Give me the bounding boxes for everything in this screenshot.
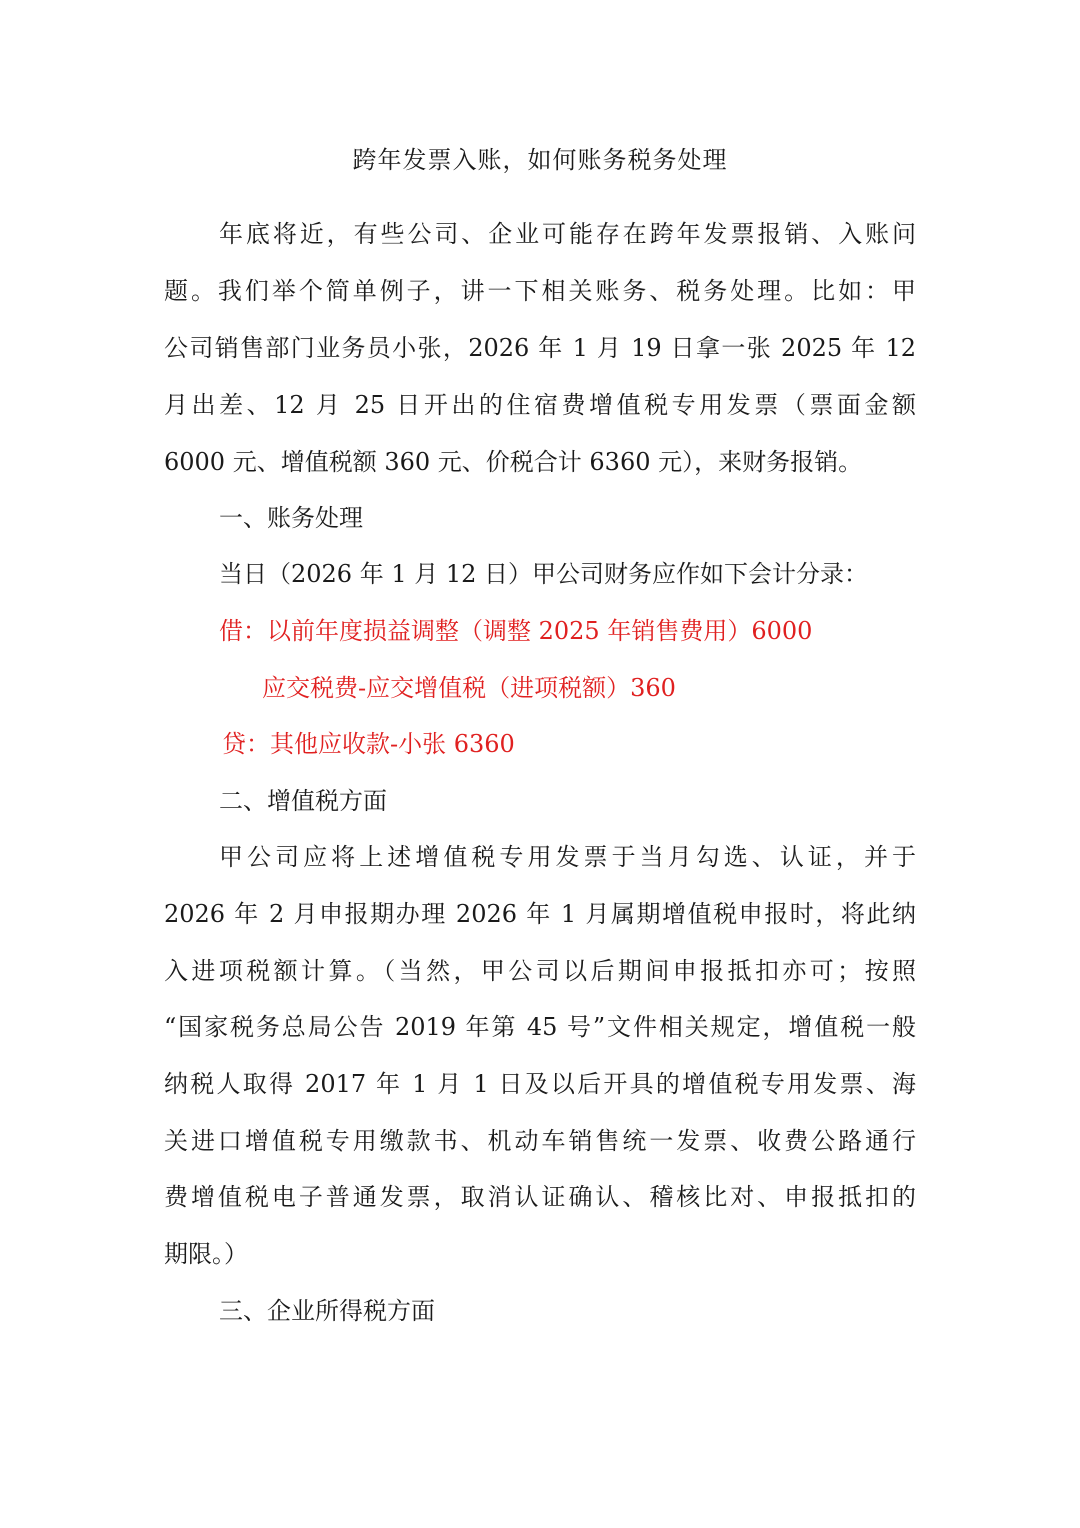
paragraph-line: 当日（2026 年 1 月 12 日）甲公司财务应作如下会计分录：: [219, 560, 869, 588]
section-heading-vat: 二、增值税方面: [219, 787, 387, 815]
paragraph-line: “国家税务总局公告 2019 年第 45 号”文件相关规定，增值税一般: [164, 1013, 916, 1041]
paragraph-line: 月出差、12 月 25 日开出的住宿费增值税专用发票（票面金额: [164, 391, 916, 419]
paragraph-line: 期限。）: [164, 1240, 248, 1268]
journal-entry-debit-vat: 应交税费-应交增值税（进项税额）360: [262, 674, 676, 702]
section-heading-accounting: 一、账务处理: [219, 504, 363, 532]
journal-entry-credit: 贷：其他应收款-小张 6360: [222, 730, 515, 758]
paragraph-line: 纳税人取得 2017 年 1 月 1 日及以后开具的增值税专用发票、海: [164, 1070, 916, 1098]
paragraph-line: 关进口增值税专用缴款书、机动车销售统一发票、收费公路通行: [164, 1127, 916, 1155]
journal-entry-debit: 借：以前年度损益调整（调整 2025 年销售费用）6000: [219, 617, 813, 645]
paragraph-line: 题。我们举个简单例子，讲一下相关账务、税务处理。比如：甲: [164, 277, 916, 305]
paragraph-line: 年底将近，有些公司、企业可能存在跨年发票报销、入账问: [219, 220, 916, 248]
document-title: 跨年发票入账，如何账务税务处理: [352, 146, 728, 174]
paragraph-line: 入进项税额计算。（当然，甲公司以后期间申报抵扣亦可；按照: [164, 957, 916, 985]
paragraph-line: 甲公司应将上述增值税专用发票于当月勾选、认证，并于: [219, 843, 916, 871]
section-heading-corporate-income-tax: 三、企业所得税方面: [219, 1297, 435, 1325]
paragraph-line: 公司销售部门业务员小张，2026 年 1 月 19 日拿一张 2025 年 12: [164, 334, 916, 362]
paragraph-line: 2026 年 2 月申报期办理 2026 年 1 月属期增值税申报时，将此纳: [164, 900, 916, 928]
paragraph-line: 费增值税电子普通发票，取消认证确认、稽核比对、申报抵扣的: [164, 1183, 916, 1211]
paragraph-line: 6000 元、增值税额 360 元、价税合计 6360 元），来财务报销。: [164, 448, 863, 476]
